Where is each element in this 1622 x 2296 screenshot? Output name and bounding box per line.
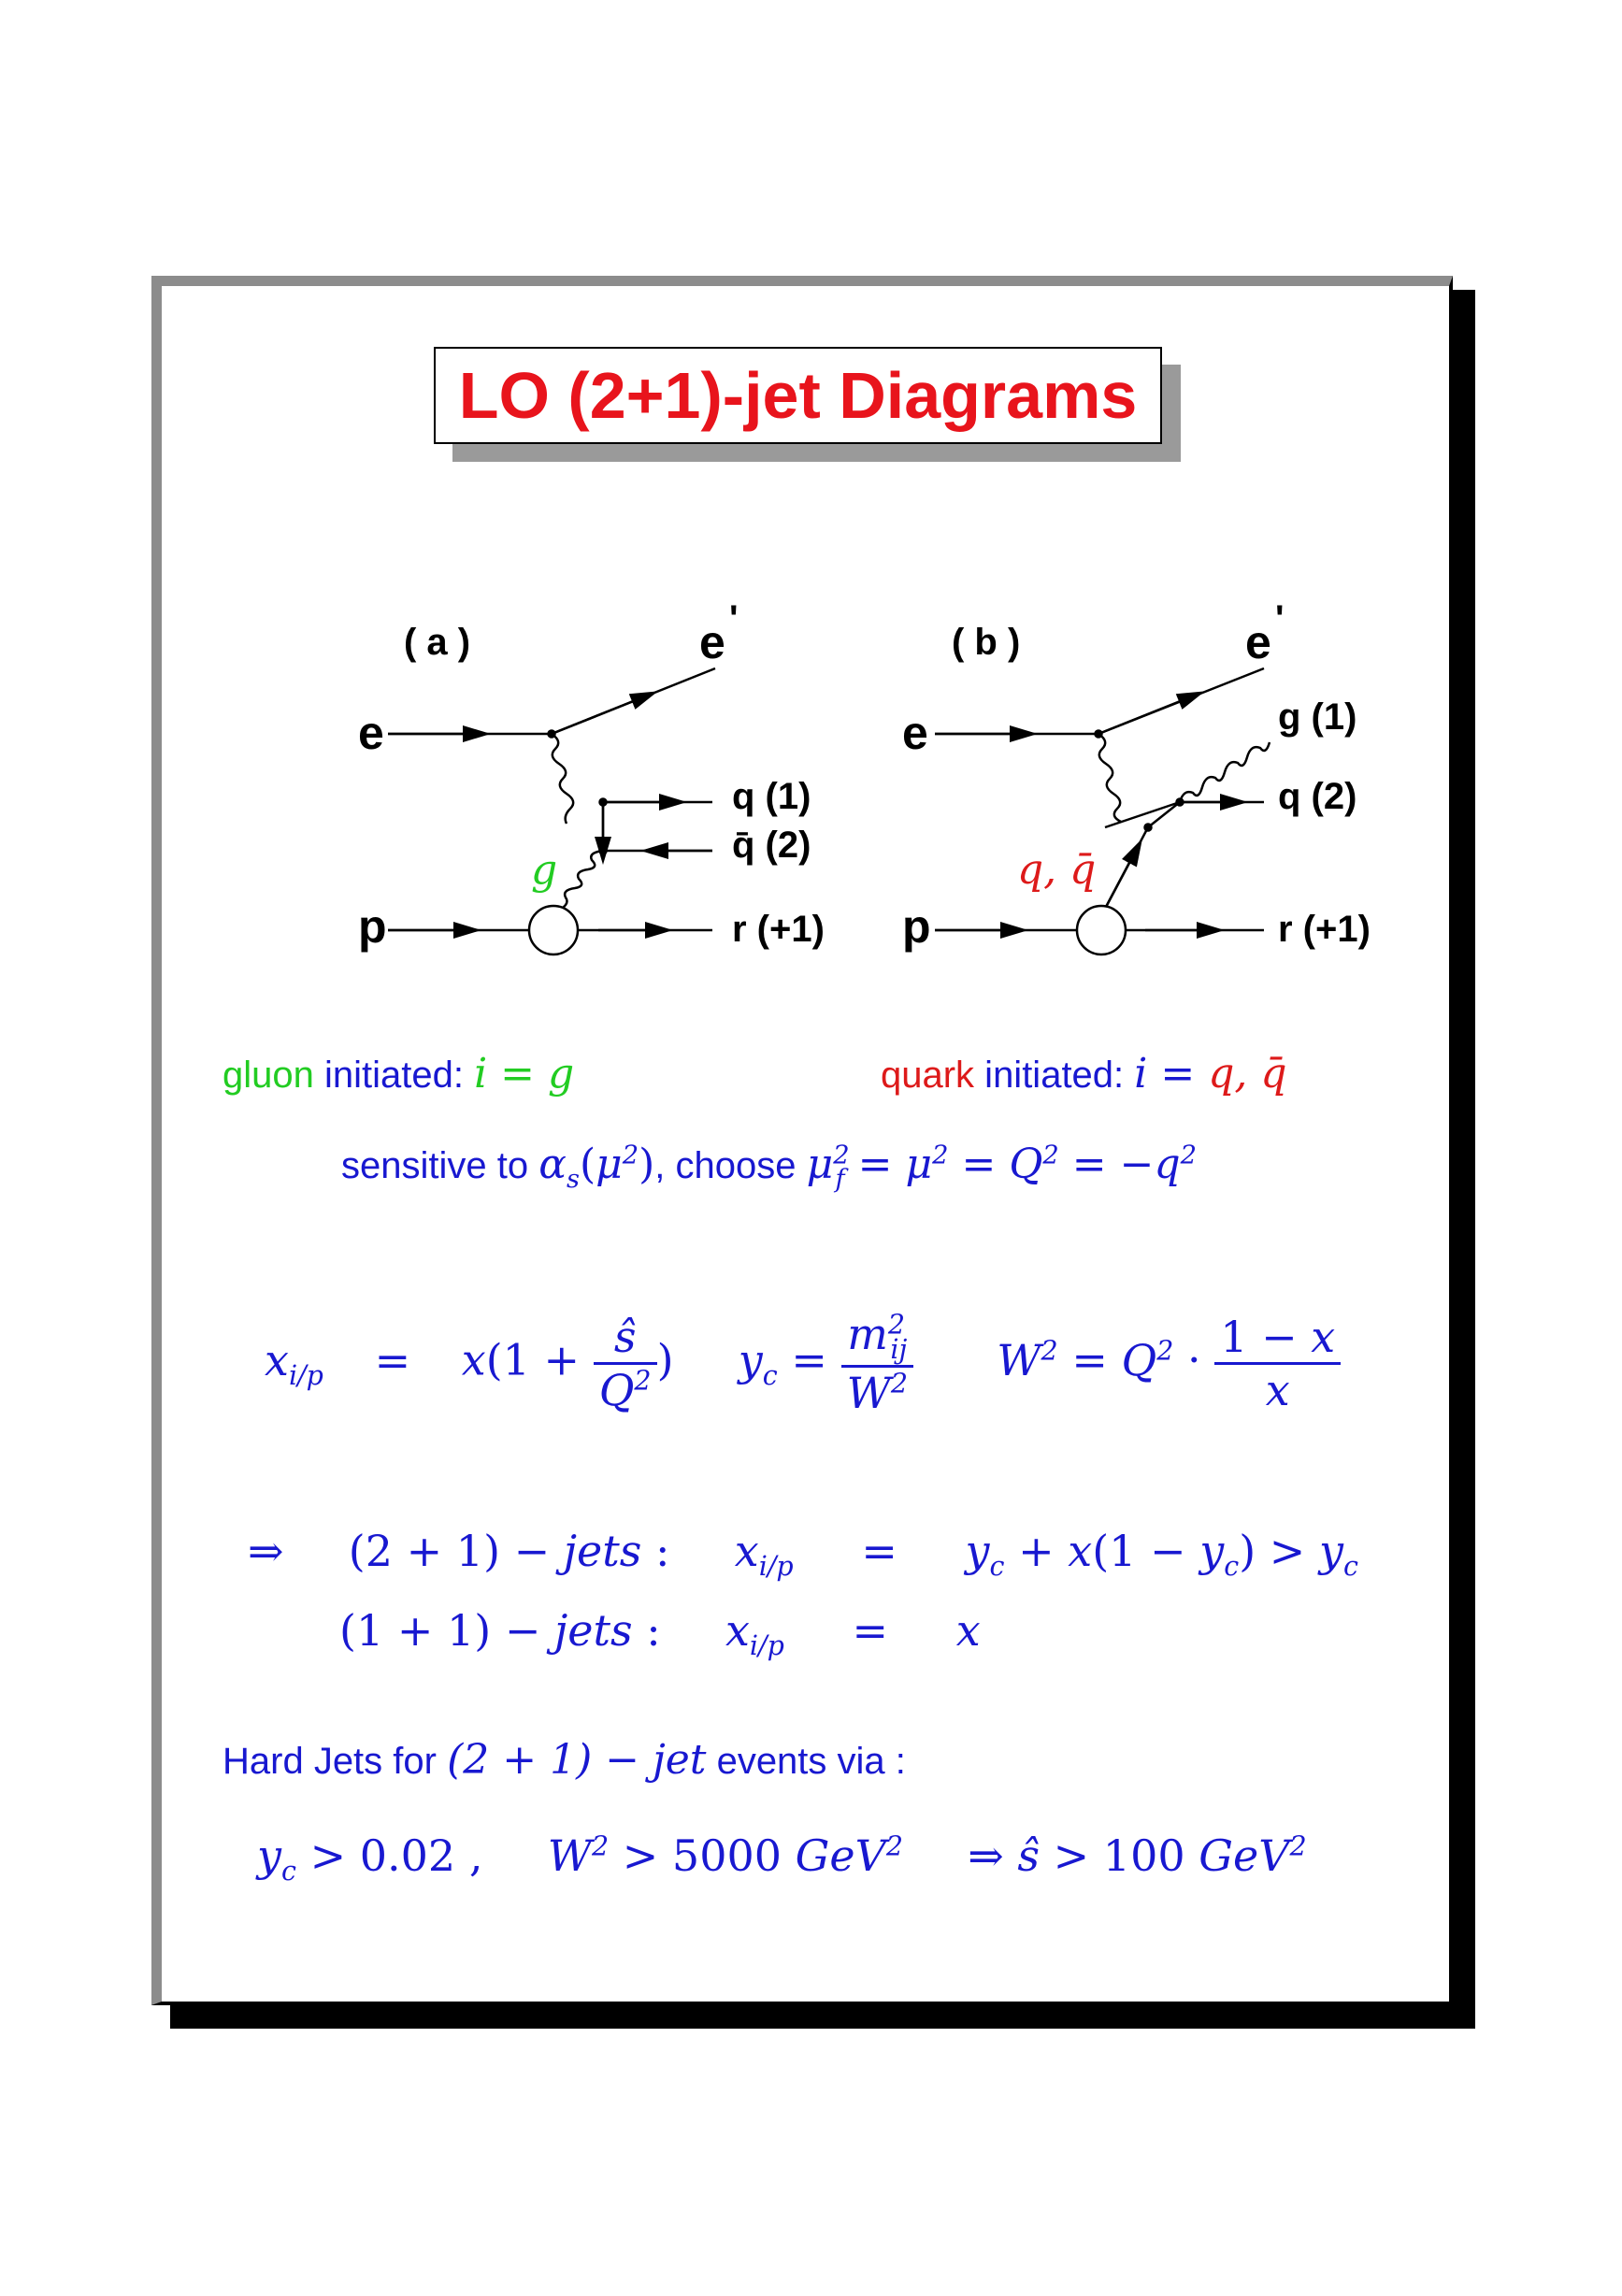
quark-initiated-line [881,1050,1287,1098]
equation-1plus1-jets: (1 + 1) − jets : $x_{i/p} = x$ [339,1605,981,1662]
diagram-a-e-prime: ' [729,598,739,639]
b-photon [1098,734,1121,822]
diagram-b-p-in: p [902,900,931,953]
diagram-a-e-in: e [358,707,384,759]
a-gluon [554,851,603,912]
diagram-b-remnant: r (+1) [1278,909,1371,950]
gluon-word: gluon [222,1055,314,1096]
diagram-b-q2: q (2) [1278,776,1357,817]
diagram-a-e-out: e [699,616,725,668]
quark-word: quark [881,1055,975,1096]
diagram-a-q2: q̄ (2) [732,825,811,866]
diagram-a-gluon-label: g [531,846,558,894]
diagram-b-quark-label: q, q̄ [1017,846,1097,894]
hard-jets-line [222,1736,906,1784]
a-proton-blob [529,906,578,954]
quark-math-val: q, q̄ [1208,1050,1287,1098]
page-title: LO (2+1)-jet Diagrams [458,359,1138,432]
quark-initiated-text: initiated: [974,1055,1135,1096]
diagram-b-e-in: e [902,707,928,759]
hard-jets-text: Hard Jets for [222,1741,448,1782]
diagram-b-e-out: e [1245,616,1271,668]
sensitive-line: sensitive to $\alpha_s(\mu^2)$, choose $\mu^2_f = \mu^2 = Q^2 = -q^2$ [341,1141,1198,1194]
sensitive-text: sensitive to [341,1145,539,1186]
diagram-b-label: ( b ) [952,622,1021,663]
quark-math-i: i = [1134,1050,1209,1098]
b-gluon [1180,742,1270,802]
diagram-a-p-in: p [358,900,387,953]
gluon-math: i = g [474,1050,575,1098]
a-photon [552,734,573,824]
equation-cuts: $y_c > 0.02$ , $W^2 > 5000$ GeV$^2$ ⇒ ŝ > 100 GeV$^2$ [257,1830,1307,1887]
b-proton-blob [1077,906,1126,954]
hard-jets-math: (2 + 1) − jet [447,1736,707,1784]
diagram-a-label: ( a ) [404,622,471,663]
diagram-b-e-prime: ' [1275,598,1285,639]
equation-2plus1-jets: ⇒ (2 + 1) − jets : $x_{i/p} = y_c + x(1 - y_c) > y_c$ [248,1526,1358,1583]
diagram-b-g1: g (1) [1278,696,1357,738]
choose-text: , choose [654,1145,807,1186]
gluon-initiated-text: initiated: [313,1055,475,1096]
diagram-a-remnant: r (+1) [732,909,825,950]
gluon-initiated-line [222,1050,574,1098]
equation-x-ip: $x_{i/p} = x(1$ + $\frac{ŝ}{Q^2}$ ) $y_c$ = $\frac{m^2_{ij}}{W^2}$ $W^2 = Q^2$ · $\frac{1 - x}{x}$ [265,1309,1341,1418]
diagram-a-q1: q (1) [732,776,811,817]
hard-jets-post: events via : [706,1741,906,1782]
